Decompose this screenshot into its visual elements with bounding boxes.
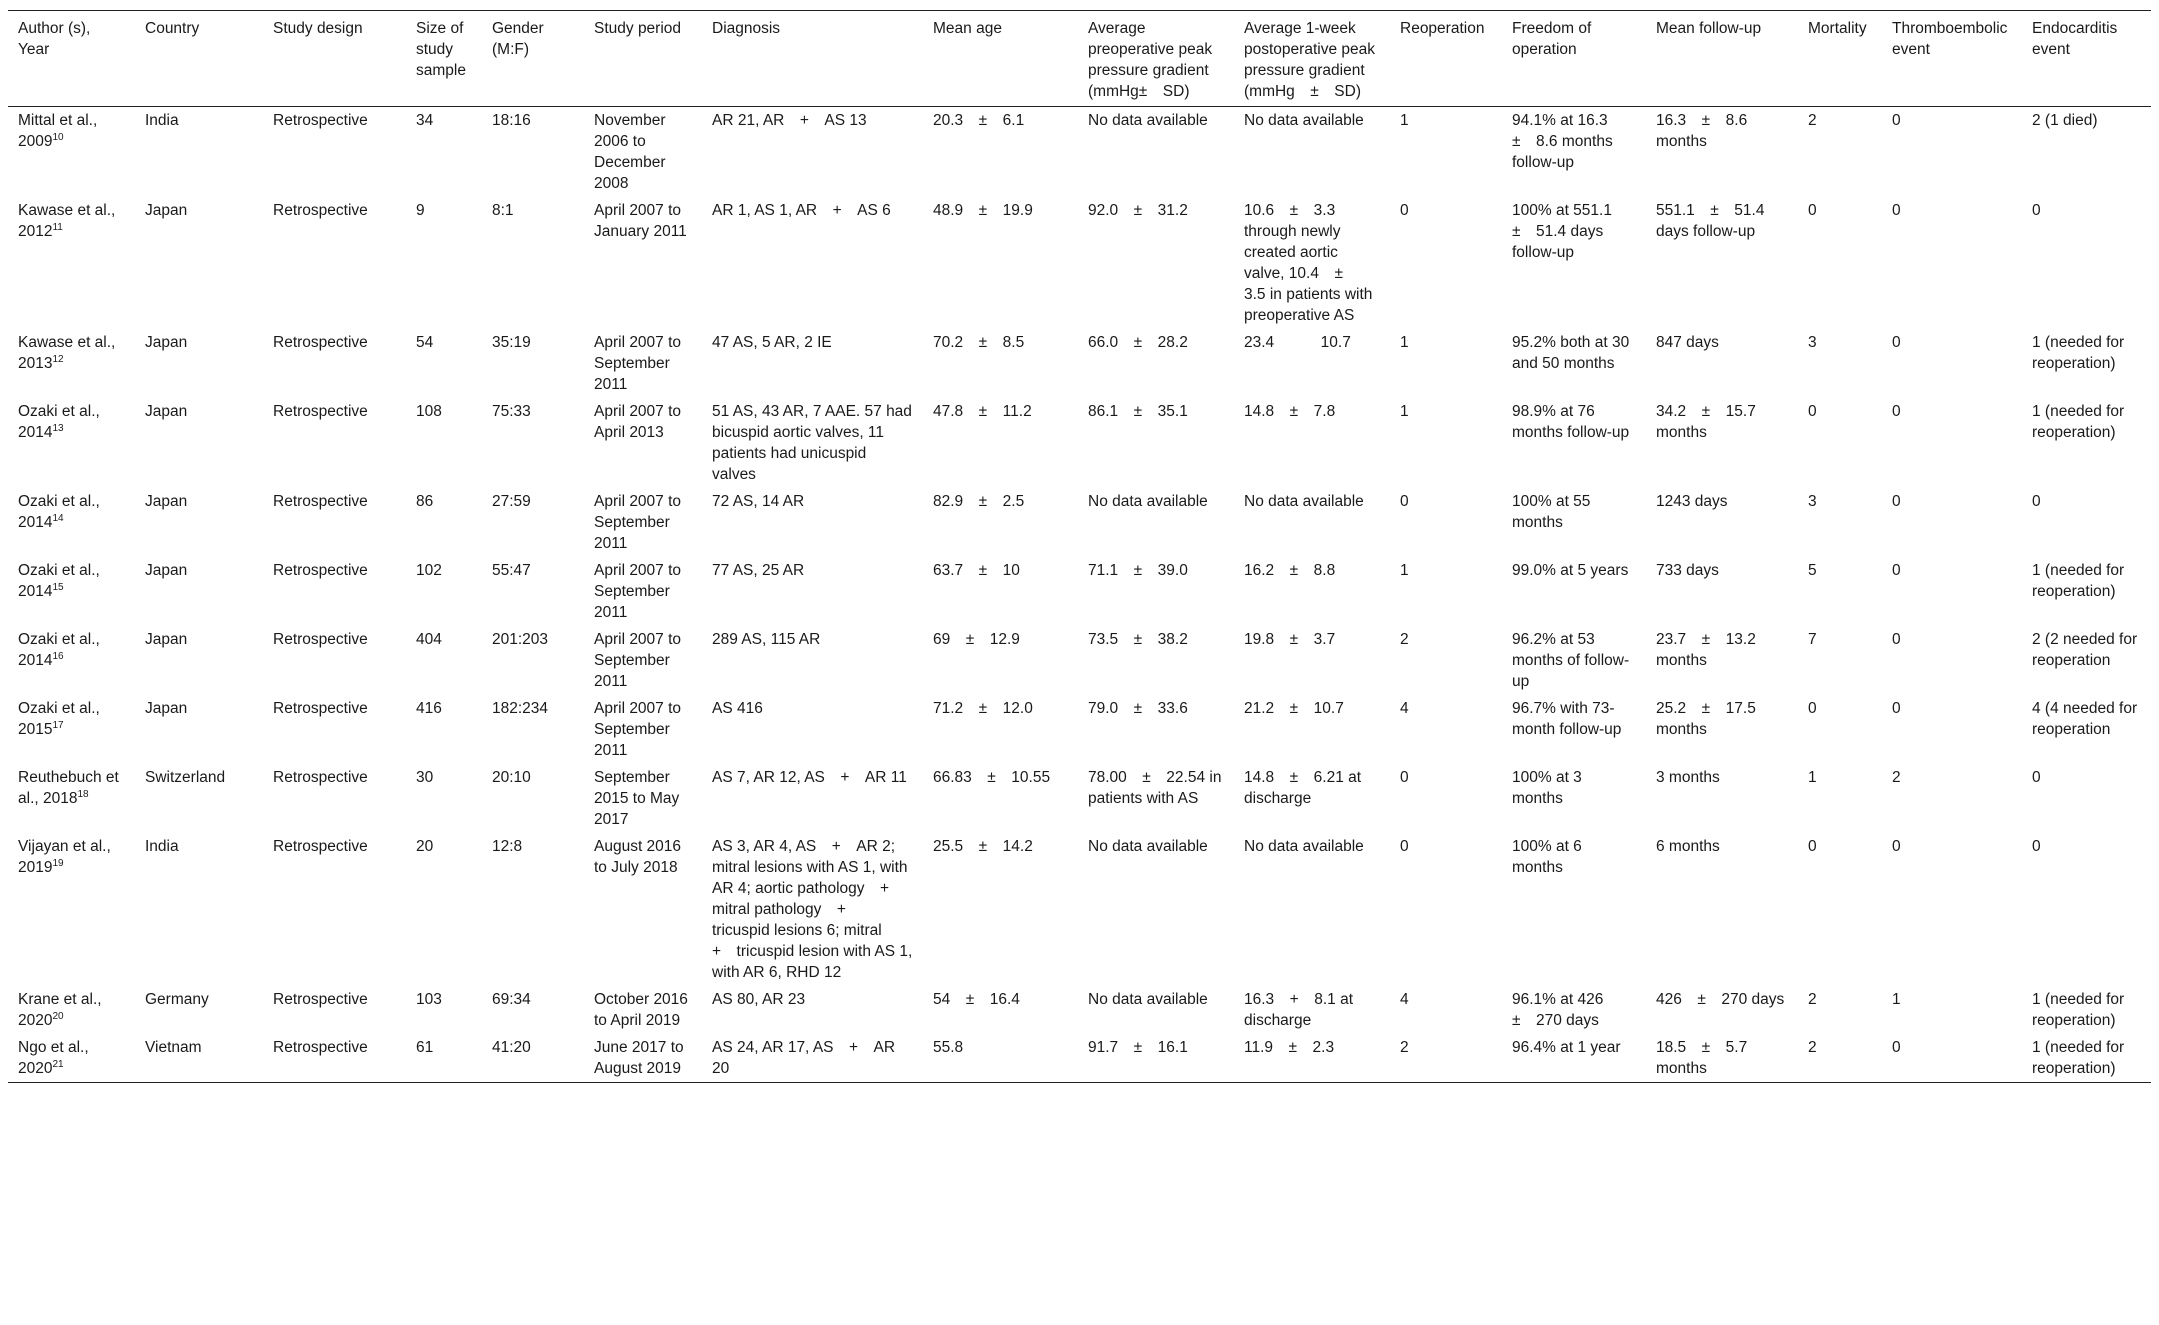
cell-freedom-of-operation: 94.1% at 16.3 ± 8.6 months follow-up: [1512, 112, 1624, 171]
cell-country: Japan: [145, 493, 188, 510]
cell-study-period: April 2007 to April 2013: [594, 403, 682, 441]
cell-mean-follow-up: 23.7 ± 13.2 months: [1656, 631, 1756, 669]
cell-endocarditis: 0: [2032, 838, 2041, 855]
author-text: Vijayan et al., 2019: [18, 838, 111, 876]
cell-preop-gradient: 91.7 ± 16.1: [1088, 1039, 1188, 1056]
cell-freedom-of-operation: 99.0% at 5 years: [1512, 562, 1629, 579]
cell-freedom-of-operation: 100% at 551.1 ± 51.4 days follow-up: [1512, 202, 1628, 261]
cell-study-period: June 2017 to August 2019: [594, 1039, 684, 1077]
cell-reoperation: 4: [1400, 991, 1409, 1008]
author-text: Ozaki et al., 2015: [18, 700, 100, 738]
cell-study-design: Retrospective: [273, 562, 368, 579]
table-row: [8, 1034, 2151, 1083]
table-row: [8, 695, 2151, 764]
reference-number: 19: [52, 857, 64, 869]
cell-postop-gradient: No data available: [1244, 493, 1364, 510]
cell-thromboembolic: 0: [1892, 562, 1901, 579]
cell-author: [8, 557, 135, 626]
cell-gender: 18:16: [492, 112, 531, 129]
cell-mean-follow-up: 3 months: [1656, 769, 1720, 786]
cell-mortality: 0: [1808, 403, 1817, 420]
cell-diagnosis: AR 21, AR + AS 13: [712, 112, 867, 129]
cell-postop-gradient: 16.2 ± 8.8: [1244, 562, 1336, 579]
cell-mean-follow-up: 25.2 ± 17.5 months: [1656, 700, 1756, 738]
cell-freedom-of-operation: 100% at 6 months: [1512, 838, 1582, 876]
cell-diagnosis: AS 24, AR 17, AS + AR 20: [712, 1039, 896, 1077]
cell-country: Japan: [145, 562, 188, 579]
cell-author: [8, 764, 135, 833]
cell-mean-follow-up: 16.3 ± 8.6 months: [1656, 112, 1748, 150]
author-text: Krane et al., 2020: [18, 991, 102, 1029]
cell-mortality: 0: [1808, 838, 1817, 855]
cell-endocarditis: 1 (needed for reoperation): [2032, 1039, 2125, 1077]
cell-mean-age: 54 ± 16.4: [933, 991, 1020, 1008]
cell-mean-age: 47.8 ± 11.2: [933, 403, 1032, 420]
header-reoperation: Reoperation: [1400, 20, 1485, 37]
cell-study-period: April 2007 to September 2011: [594, 700, 682, 759]
cell-mean-age: 20.3 ± 6.1: [933, 112, 1025, 129]
cell-diagnosis: 77 AS, 25 AR: [712, 562, 805, 579]
cell-postop-gradient: 11.9 ± 2.3: [1244, 1039, 1335, 1056]
cell-mean-age: 82.9 ± 2.5: [933, 493, 1025, 510]
cell-endocarditis: 1 (needed for reoperation): [2032, 991, 2125, 1029]
cell-study-period: April 2007 to September 2011: [594, 334, 682, 393]
cell-study-design: Retrospective: [273, 631, 368, 648]
cell-thromboembolic: 0: [1892, 403, 1901, 420]
cell-sample-size: 103: [416, 991, 442, 1008]
table-row: [8, 107, 2151, 198]
author-text: Reuthebuch et al., 2018: [18, 769, 119, 807]
cell-sample-size: 404: [416, 631, 442, 648]
cell-country: Japan: [145, 202, 188, 219]
cell-thromboembolic: 0: [1892, 838, 1901, 855]
cell-gender: 75:33: [492, 403, 531, 420]
cell-mean-age: 63.7 ± 10: [933, 562, 1020, 579]
author-text: Ozaki et al., 2014: [18, 403, 100, 441]
cell-endocarditis: 4 (4 needed for reoperation: [2032, 700, 2138, 738]
cell-study-period: November 2006 to December 2008: [594, 112, 666, 192]
cell-reoperation: 0: [1400, 202, 1409, 219]
cell-reoperation: 0: [1400, 838, 1409, 855]
cell-gender: 35:19: [492, 334, 531, 351]
table-row: [8, 398, 2151, 488]
cell-mortality: 2: [1808, 1039, 1817, 1056]
cell-diagnosis: AS 3, AR 4, AS + AR 2; mitral lesions with AS 1, with AR 4; aortic pathology + mitral pathology + tricuspid lesions 6; mitral + tricuspid lesion with AS 1, with AR 6, RHD 12: [712, 838, 913, 981]
cell-preop-gradient: No data available: [1088, 991, 1208, 1008]
cell-preop-gradient: 86.1 ± 35.1: [1088, 403, 1188, 420]
cell-thromboembolic: 0: [1892, 112, 1901, 129]
cell-preop-gradient: 92.0 ± 31.2: [1088, 202, 1188, 219]
author-text: Kawase et al., 2013: [18, 334, 116, 372]
cell-preop-gradient: 73.5 ± 38.2: [1088, 631, 1188, 648]
cell-mortality: 2: [1808, 991, 1817, 1008]
reference-number: 12: [52, 353, 64, 365]
table-container: [8, 10, 2151, 1083]
cell-reoperation: 2: [1400, 1039, 1409, 1056]
cell-study-design: Retrospective: [273, 838, 368, 855]
cell-postop-gradient: No data available: [1244, 838, 1364, 855]
cell-mean-follow-up: 18.5 ± 5.7 months: [1656, 1039, 1748, 1077]
cell-author: [8, 329, 135, 398]
cell-postop-gradient: No data available: [1244, 112, 1364, 129]
cell-preop-gradient: 79.0 ± 33.6: [1088, 700, 1188, 717]
cell-study-period: August 2016 to July 2018: [594, 838, 682, 876]
header-mean-follow-up: Mean follow-up: [1656, 20, 1762, 37]
author-text: Kawase et al., 2012: [18, 202, 116, 240]
cell-sample-size: 86: [416, 493, 434, 510]
cell-gender: 27:59: [492, 493, 531, 510]
cell-postop-gradient: 14.8 ± 6.21 at discharge: [1244, 769, 1362, 807]
cell-preop-gradient: No data available: [1088, 493, 1208, 510]
cell-gender: 182:234: [492, 700, 549, 717]
reference-number: 15: [52, 581, 64, 593]
cell-reoperation: 1: [1400, 334, 1409, 351]
cell-mean-age: 71.2 ± 12.0: [933, 700, 1033, 717]
header-thromboembolic: Thromboembolic event: [1892, 20, 2008, 58]
cell-author: [8, 488, 135, 557]
cell-mean-follow-up: 34.2 ± 15.7 months: [1656, 403, 1756, 441]
cell-diagnosis: AS 80, AR 23: [712, 991, 806, 1008]
reference-number: 11: [52, 221, 63, 233]
reference-number: 21: [52, 1058, 64, 1070]
cell-mortality: 5: [1808, 562, 1817, 579]
cell-mean-age: 66.83 ± 10.55: [933, 769, 1051, 786]
cell-reoperation: 2: [1400, 631, 1409, 648]
cell-study-design: Retrospective: [273, 334, 368, 351]
table-row: [8, 986, 2151, 1034]
table-row: [8, 197, 2151, 329]
cell-preop-gradient: 71.1 ± 39.0: [1088, 562, 1188, 579]
cell-reoperation: 4: [1400, 700, 1409, 717]
cell-gender: 8:1: [492, 202, 514, 219]
cell-gender: 55:47: [492, 562, 531, 579]
cell-sample-size: 9: [416, 202, 425, 219]
cell-freedom-of-operation: 98.9% at 76 months follow-up: [1512, 403, 1630, 441]
cell-thromboembolic: 0: [1892, 202, 1901, 219]
cell-country: India: [145, 838, 179, 855]
cell-reoperation: 1: [1400, 403, 1409, 420]
author-text: Ozaki et al., 2014: [18, 562, 100, 600]
cell-diagnosis: AS 416: [712, 700, 763, 717]
cell-mean-age: 69 ± 12.9: [933, 631, 1020, 648]
cell-mean-age: 48.9 ± 19.9: [933, 202, 1033, 219]
cell-freedom-of-operation: 100% at 55 months: [1512, 493, 1591, 531]
cell-endocarditis: 1 (needed for reoperation): [2032, 403, 2125, 441]
cell-endocarditis: 0: [2032, 769, 2041, 786]
cell-postop-gradient: 14.8 ± 7.8: [1244, 403, 1336, 420]
cell-author: [8, 398, 135, 488]
cell-freedom-of-operation: 100% at 3 months: [1512, 769, 1582, 807]
cell-study-design: Retrospective: [273, 202, 368, 219]
reference-number: 17: [52, 719, 64, 731]
cell-author: [8, 986, 135, 1034]
cell-study-period: April 2007 to January 2011: [594, 202, 687, 240]
cell-endocarditis: 0: [2032, 493, 2041, 510]
cell-mean-age: 25.5 ± 14.2: [933, 838, 1033, 855]
header-study-period: Study period: [594, 20, 682, 37]
cell-country: Japan: [145, 334, 188, 351]
cell-diagnosis: 72 AS, 14 AR: [712, 493, 805, 510]
cell-thromboembolic: 0: [1892, 631, 1901, 648]
table-row: [8, 626, 2151, 695]
header-study-design: Study design: [273, 20, 363, 37]
cell-reoperation: 0: [1400, 769, 1409, 786]
cell-author: [8, 107, 135, 198]
cell-mean-follow-up: 6 months: [1656, 838, 1720, 855]
cell-study-period: April 2007 to September 2011: [594, 493, 682, 552]
header-author: Author (s), Year: [18, 20, 91, 58]
cell-mean-age: 55.8: [933, 1039, 964, 1056]
cell-freedom-of-operation: 96.7% with 73-month follow-up: [1512, 700, 1622, 738]
header-preop-gradient: Average preoperative peak pressure gradient (mmHg± SD): [1088, 20, 1213, 100]
cell-country: India: [145, 112, 179, 129]
cell-study-period: April 2007 to September 2011: [594, 631, 682, 690]
header-mortality: Mortality: [1808, 20, 1867, 37]
cell-thromboembolic: 0: [1892, 334, 1901, 351]
cell-study-design: Retrospective: [273, 769, 368, 786]
cell-thromboembolic: 2: [1892, 769, 1901, 786]
cell-preop-gradient: No data available: [1088, 838, 1208, 855]
cell-postop-gradient: 16.3 + 8.1 at discharge: [1244, 991, 1353, 1029]
cell-author: [8, 695, 135, 764]
cell-author: [8, 626, 135, 695]
cell-country: Japan: [145, 403, 188, 420]
header-sample-size: Size of study sample: [416, 20, 466, 79]
table-row: [8, 329, 2151, 398]
reference-number: 14: [52, 512, 64, 524]
header-endocarditis: Endocarditis event: [2032, 20, 2118, 58]
cell-gender: 201:203: [492, 631, 549, 648]
cell-mortality: 0: [1808, 202, 1817, 219]
cell-sample-size: 30: [416, 769, 434, 786]
table-row: [8, 557, 2151, 626]
cell-diagnosis: AS 7, AR 12, AS + AR 11: [712, 769, 907, 786]
reference-number: 10: [52, 131, 64, 143]
cell-sample-size: 416: [416, 700, 442, 717]
cell-preop-gradient: No data available: [1088, 112, 1208, 129]
cell-diagnosis: AR 1, AS 1, AR + AS 6: [712, 202, 891, 219]
cell-mortality: 1: [1808, 769, 1817, 786]
cell-mortality: 7: [1808, 631, 1817, 648]
header-postop-gradient: Average 1-week postoperative peak pressure gradient (mmHg ± SD): [1244, 20, 1375, 100]
cell-freedom-of-operation: 96.2% at 53 months of follow-up: [1512, 631, 1630, 690]
header-mean-age: Mean age: [933, 20, 1002, 37]
cell-thromboembolic: 1: [1892, 991, 1901, 1008]
cell-author: [8, 1034, 135, 1083]
table-body: [8, 107, 2151, 1083]
cell-gender: 20:10: [492, 769, 531, 786]
cell-sample-size: 102: [416, 562, 442, 579]
cell-country: Switzerland: [145, 769, 226, 786]
reference-number: 20: [52, 1010, 64, 1022]
cell-study-design: Retrospective: [273, 493, 368, 510]
cell-sample-size: 20: [416, 838, 434, 855]
cell-mean-follow-up: 426 ± 270 days: [1656, 991, 1785, 1008]
cell-study-design: Retrospective: [273, 700, 368, 717]
cell-preop-gradient: 78.00 ± 22.54 in patients with AS: [1088, 769, 1222, 807]
cell-study-design: Retrospective: [273, 991, 368, 1008]
cell-sample-size: 34: [416, 112, 434, 129]
cell-reoperation: 0: [1400, 493, 1409, 510]
header-freedom-of-operation: Freedom of operation: [1512, 20, 1592, 58]
cell-mean-follow-up: 1243 days: [1656, 493, 1728, 510]
cell-study-period: September 2015 to May 2017: [594, 769, 680, 828]
studies-table: [8, 10, 2151, 1083]
cell-study-period: April 2007 to September 2011: [594, 562, 682, 621]
cell-country: Japan: [145, 631, 188, 648]
table-header-row: [8, 11, 2151, 107]
cell-thromboembolic: 0: [1892, 1039, 1901, 1056]
cell-diagnosis: 289 AS, 115 AR: [712, 631, 821, 648]
cell-endocarditis: 1 (needed for reoperation): [2032, 562, 2125, 600]
cell-mortality: 3: [1808, 493, 1817, 510]
cell-study-period: October 2016 to April 2019: [594, 991, 688, 1029]
cell-freedom-of-operation: 96.4% at 1 year: [1512, 1039, 1621, 1056]
cell-endocarditis: 2 (1 died): [2032, 112, 2098, 129]
cell-mean-follow-up: 551.1 ± 51.4 days follow-up: [1656, 202, 1765, 240]
cell-author: [8, 197, 135, 329]
cell-gender: 69:34: [492, 991, 531, 1008]
cell-postop-gradient: 21.2 ± 10.7: [1244, 700, 1344, 717]
cell-sample-size: 61: [416, 1039, 434, 1056]
cell-mortality: 3: [1808, 334, 1817, 351]
cell-country: Vietnam: [145, 1039, 202, 1056]
cell-gender: 12:8: [492, 838, 523, 855]
cell-mortality: 2: [1808, 112, 1817, 129]
table-row: [8, 488, 2151, 557]
cell-diagnosis: 51 AS, 43 AR, 7 AAE. 57 had bicuspid aortic valves, 11 patients had unicuspid valves: [712, 403, 912, 483]
cell-mean-age: 70.2 ± 8.5: [933, 334, 1025, 351]
cell-postop-gradient: 23.4 10.7: [1244, 334, 1351, 351]
cell-reoperation: 1: [1400, 562, 1409, 579]
cell-endocarditis: 0: [2032, 202, 2041, 219]
cell-preop-gradient: 66.0 ± 28.2: [1088, 334, 1188, 351]
header-diagnosis: Diagnosis: [712, 20, 781, 37]
reference-number: 18: [77, 788, 89, 800]
cell-freedom-of-operation: 96.1% at 426 ± 270 days: [1512, 991, 1619, 1029]
cell-gender: 41:20: [492, 1039, 531, 1056]
table-row: [8, 764, 2151, 833]
reference-number: 16: [52, 650, 64, 662]
author-text: Ozaki et al., 2014: [18, 493, 100, 531]
cell-study-design: Retrospective: [273, 1039, 368, 1056]
author-text: Ozaki et al., 2014: [18, 631, 100, 669]
cell-mean-follow-up: 733 days: [1656, 562, 1719, 579]
header-country: Country: [145, 20, 200, 37]
table-row: [8, 833, 2151, 986]
cell-country: Japan: [145, 700, 188, 717]
cell-study-design: Retrospective: [273, 112, 368, 129]
cell-endocarditis: 2 (2 needed for reoperation: [2032, 631, 2138, 669]
cell-thromboembolic: 0: [1892, 493, 1901, 510]
author-text: Mittal et al., 2009: [18, 112, 98, 150]
cell-sample-size: 54: [416, 334, 434, 351]
cell-author: [8, 833, 135, 986]
cell-sample-size: 108: [416, 403, 442, 420]
cell-reoperation: 1: [1400, 112, 1409, 129]
reference-number: 13: [52, 422, 64, 434]
cell-mean-follow-up: 847 days: [1656, 334, 1719, 351]
header-gender: Gender (M:F): [492, 20, 544, 58]
author-text: Ngo et al., 2020: [18, 1039, 89, 1077]
cell-country: Germany: [145, 991, 209, 1008]
cell-postop-gradient: 19.8 ± 3.7: [1244, 631, 1336, 648]
cell-thromboembolic: 0: [1892, 700, 1901, 717]
cell-freedom-of-operation: 95.2% both at 30 and 50 months: [1512, 334, 1630, 372]
cell-study-design: Retrospective: [273, 403, 368, 420]
cell-diagnosis: 47 AS, 5 AR, 2 IE: [712, 334, 832, 351]
cell-postop-gradient: 10.6 ± 3.3 through newly created aortic valve, 10.4 ± 3.5 in patients with preoperative AS: [1244, 202, 1373, 324]
cell-endocarditis: 1 (needed for reoperation): [2032, 334, 2125, 372]
cell-mortality: 0: [1808, 700, 1817, 717]
